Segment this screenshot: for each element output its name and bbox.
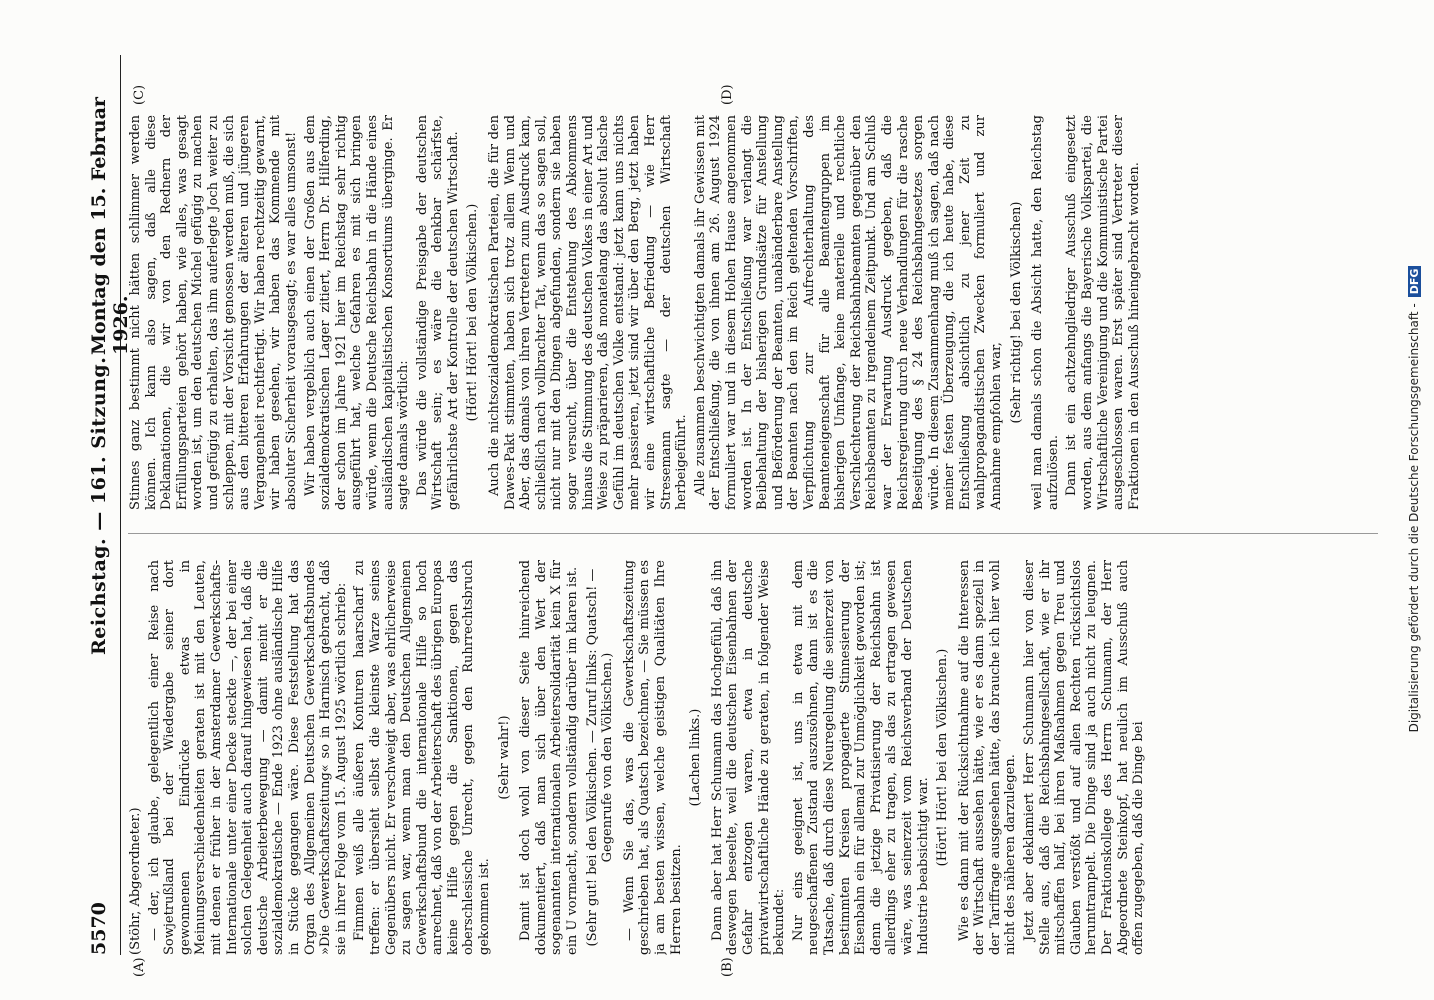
paragraph: Stinnes ganz bestimmt nicht hätten schlimmer werden können. Ich kann also sagen, daß alle diese Deklamationen, die wir von den Rednern der Erfüllungsparteien gehört haben, wie alles, was gesagt worden ist, um den deutschen Michel gefügig zu machen und gefügig zu erhalten, das ihm auferlegte Joch weiter zu schleppen, mit der Vorsicht genossen werden muß, die sich aus den bitteren Erfahrungen der älteren und jüngeren Vergangenheit rechtfertigt. Wir haben rechtzeitig gewarnt, wir haben gesehen, wir haben das Kommende mit absoluter Sicherheit vorausgesagt; es war alles umsonst! [128, 115, 299, 510]
margin-marker-c: (C) [132, 84, 147, 105]
interjection: (Sehr gut! bei den Völkischen. — Zuruf links: Quatsch! — Gegenrufe von den Völkischen.) [584, 568, 616, 947]
column-divider [128, 533, 1378, 534]
dfg-credit-text: Digitalisierung gefördert durch die Deutsche Forschungsgemeinschaft - [1407, 303, 1421, 733]
session-title: Reichstag. — 161. Sitzung. [88, 356, 110, 655]
paragraph: Damit ist doch wohl von dieser Seite hinreichend dokumentiert, daß man sich über den Wert der sogenannten internationalen Arbeitersolidarität kein X für ein U vormacht, sondern vollständig darüber im klaren ist. [518, 560, 581, 955]
quote-paragraph: Fimmen weiß alle äußeren Konturen haarscharf zu treffen: er übersieht selbst die kleinste Warze seines Gegenübers nicht. Er verschweigt aber, was ehrlicherweise zu sagen war, wenn man den Deutschen Allgemeinen Gewerkschaftsbund die internationale Hilfe so hoch anrechnet, daß von der Arbeiterschaft des übrigen Europas keine Hilfe gegen die Sanktionen, gegen das oberschlesische Unrecht, gegen den Ruhrrechtsbruch gekommen ist. [352, 560, 493, 955]
left-column [128, 560, 1378, 955]
page-header [80, 55, 132, 955]
margin-marker-d: (D) [720, 84, 735, 105]
interjection: (Sehr wahr!) [496, 715, 512, 800]
dfg-logo: DFG [1408, 266, 1421, 298]
paragraph: — der, ich glaube, gelegentlich einer Reise nach Sowjetrußland bei der Wiedergabe seiner dort gewonnenen Eindrücke etwas in Meinungsverschiedenheiten geraten ist mit den Leuten, mit denen er früher in der Amsterdamer Gewerkschafts-Internationale unter einer Decke steckte —, der bei einer solchen Gelegenheit auch darauf hingewiesen hat, daß die deutsche Arbeiterbewegung — damit meint er die sozialdemokratische — Ende 1923 ohne ausländische Hilfe in Stücke gegangen wäre. Diese Feststellung hat das Organ des Allgemeinen Deutschen Gewerkschaftsbundes »Die Gewerkschaftszeitung« so in Harnisch gebracht, daß sie in ihrer Folge vom 15. August 1925 wörtlich schrieb: [146, 560, 349, 955]
rotated-page-content [80, 55, 1390, 977]
interjection: (Hört! Hört! bei den Völkischen.) [935, 648, 951, 867]
paragraph: Wir haben vergeblich auch einen der Großen aus dem sozialdemokratischen Lager zitiert, Herrn Dr. Hilferding, der schon im Jahre 1921 hier im Reichstag sehr richtig ausgeführt hat, welche Gefahren es mit sich bringen würde, wenn die Deutsche Reichsbahn in die Hände eines ausländischen kapitalistischen Konsortiums überginge. Er sagte damals wörtlich: [302, 115, 412, 510]
session-date: Montag den 15. Februar 1926. [88, 97, 132, 355]
paragraph: weil man damals schon die Absicht hatte, den Reichstag aufzulösen. [1030, 115, 1061, 510]
paragraph: Auch die nichtsozialdemokratischen Parteien, die für den Dawes-Pakt stimmten, haben sich trotz allem Wenn und Aber, das damals von ihren Vertretern zum Ausdruck kam, schließlich nach vollbrachter Tat, wenn das so sagen soll, nicht nur mit den Dingen abgefunden, sondern sie haben sogar versucht, über die Entstehung des Abkommens hinaus die Stimmung des deutschen Volkes in einer Art und Weise zu präparieren, daß monatelang das absolut falsche Gefühl im deutschen Volke entstand: jetzt kann uns nichts mehr passieren, jetzt sind wir über den Berg, jetzt haben wir eine wirtschaftliche Befriedung — wie Herr Stresemann sagte — der deutschen Wirtschaft herbeigeführt. [487, 115, 690, 510]
interjection: (Lachen links.) [688, 708, 704, 807]
paragraph: Dann ist ein achtzehngliedriger Ausschuß eingesetzt worden, aus dem anfangs die Bayerische Volkspartei, die Wirtschaftliche Vereinigung und die Kommunistische Partei ausgeschlossen waren. Erst später sind Vertreter dieser Fraktionen in den Ausschuß hineingebracht worden. [1064, 115, 1142, 510]
paragraph: Wie es dann mit der Rücksichtnahme auf die Interessen der Wirtschaft aussehen hätte, wie er es dann speziell in der Tariffrage ausgesehen hätte, das brauche ich hier wohl nicht des näheren darzulegen. [956, 560, 1019, 955]
interjection: (Sehr richtig! bei den Völkischen) [1008, 201, 1024, 424]
margin-marker-b: (B) [720, 957, 735, 977]
paragraph: Dann aber hat Herr Schumann das Hochgefühl, daß ihn deswegen beseelte, weil die deutschen Eisenbahnen der Gefahr entzogen waren, etwa in deutsche privatwirtschaftliche Hände zu geraten, in folgender Weise bekundet: [709, 560, 788, 955]
paragraph: Jetzt aber deklamiert Herr Schumann hier von dieser Stelle aus, daß die Reichsbahngesellschaft, wie er ihr mitschaffen half, bei ihren Maßnahmen gegen Treu und Glauben verstößt und auf allen Rechten rücksichtslos herumtrampelt. Die Dinge sind ja auch nicht zu leugnen. Der Fraktionskollege des Herrn Schumann, der Herr Abgeordnete Steinkopf, hat neulich im Ausschuß auch offen zugegeben, daß die Dinge bei [1022, 560, 1147, 955]
quote-paragraph: Das würde die vollständige Preisgabe der deutschen Wirtschaft sein; es wäre die denkbar schärfste, gefährlichste Art der Kontrolle der deutschen Wirtschaft. [414, 115, 461, 510]
paragraph: Alle zusammen beschwichtigten damals ihr Gewissen mit der Entschließung, die von ihnen am 26. August 1924 formuliert war und in diesem Hohen Hause angenommen worden ist. In der Entschließung war verlangt die Beibehaltung der bisherigen Grundsätze für Anstellung und Beförderung der Beamten, unabänderbare Anstellung der Beamten nach den im Reich geltenden Vorschriften, Verpflichtung zur Aufrechterhaltung des Beamteneigenschaft für alle Beamtengruppen im bisherigen Umfange, keine materielle und rechtliche Verschlechterung der Reichsbahnbeamten gegenüber den Reichsbeamten zu irgendeinem Zeitpunkt. Und am Schluß war der Erwartung Ausdruck gegeben, daß die Reichsregierung durch neue Verhandlungen für die rasche Beseitigung des § 24 des Reichsbahngesetzes sorgen würde. In diesem Zusammenhang muß ich sagen, daß nach meiner festen Überzeugung, die ich heute habe, diese Entschließung absichtlich zu jener Zeit zu wahlpropagandistischen Zwecken formuliert und zur Annahme empfohlen war, [692, 115, 1005, 510]
margin-marker-a: (A) [132, 957, 147, 977]
paragraph: — Wenn Sie das, was die Gewerkschaftszeitung geschrieben hat, als Quatsch bezeichnen, — Sie müssen es ja am besten wissen, welche geistigen Qualitäten Ihre Herren besitzen. [621, 560, 684, 955]
quote-paragraph: Nur eins geeignet ist, uns in etwa mit dem neugeschaffenen Zustand auszusöhnen, dann ist es die Tatsache, daß durch diese Neuregelung die seinerzeit von bestimmten Kreisen propagierte Stinnesierung der Eisenbahn ein für allemal zur Unmöglichkeit geworden ist; denn die jetzige Privatisierung der Reichsbahn ist allerdings eher zu tragen, als das zu ertragen gewesen wäre, was seinerzeit vom Reichsverband der Deutschen Industrie beabsichtigt war. [790, 560, 931, 955]
interjection: (Hört! Hört! bei den Völkischen.) [465, 203, 481, 422]
speaker-label: (Stöhr, Abgeordneter.) [128, 807, 143, 955]
right-column [128, 115, 1378, 510]
page-number: 5570 [88, 902, 110, 955]
